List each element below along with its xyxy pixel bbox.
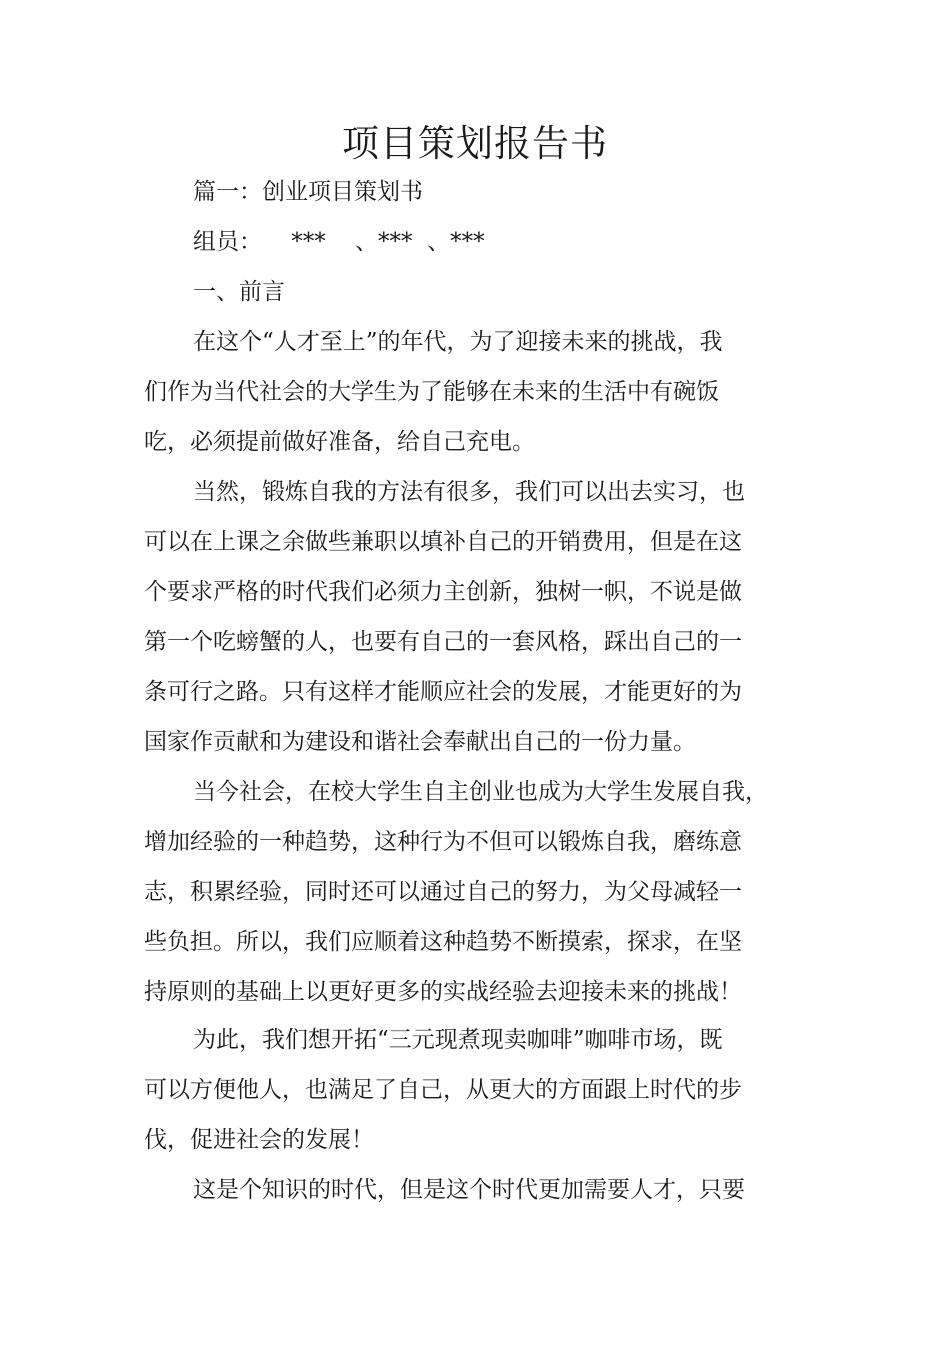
paragraph-line: 个要求严格的时代我们必须力主创新，独树一帜，不说是做 xyxy=(144,579,742,605)
paragraph-line: 在这个“人才至上”的年代，为了迎接未来的挑战，我 xyxy=(193,329,723,355)
paragraph-line: 持原则的基础上以更好更多的实战经验去迎接未来的挑战！ xyxy=(144,979,742,1005)
paragraph-line: 吃，必须提前做好准备，给自己充电。 xyxy=(144,429,535,455)
document-title: 项目策划报告书 xyxy=(342,122,608,165)
paragraph-line: 些负担。所以，我们应顺着这种趋势不断摸索，探求，在坚 xyxy=(144,929,742,955)
paragraph-line: 当然，锻炼自我的方法有很多，我们可以出去实习，也 xyxy=(193,479,745,505)
paragraph-line: 国家作贡献和为建设和谐社会奉献出自己的一份力量。 xyxy=(144,729,696,755)
paragraph-line: 为此，我们想开拓“三元现煮现卖咖啡”咖啡市场，既 xyxy=(193,1027,723,1053)
paragraph-line: 当今社会，在校大学生自主创业也成为大学生发展自我， xyxy=(193,779,768,805)
subtitle: 篇一：创业项目策划书 xyxy=(193,179,423,205)
paragraph-line: 们作为当代社会的大学生为了能够在未来的生活中有碗饭 xyxy=(144,379,719,405)
paragraph-line: 可以方便他人，也满足了自己，从更大的方面跟上时代的步 xyxy=(144,1077,742,1103)
paragraph-line: 这是个知识的时代，但是这个时代更加需要人才，只要 xyxy=(193,1177,745,1203)
paragraph-line: 第一个吃螃蟹的人，也要有自己的一套风格，踩出自己的一 xyxy=(144,629,742,655)
paragraph-line: 伐，促进社会的发展！ xyxy=(144,1127,374,1153)
paragraph-line: 可以在上课之余做些兼职以填补自己的开销费用，但是在这 xyxy=(144,529,742,555)
section-heading: 一、前言 xyxy=(193,279,285,305)
paragraph-line: 增加经验的一种趋势，这种行为不但可以锻炼自我，磨练意 xyxy=(144,829,742,855)
members-line: 组员： *** 、*** 、*** xyxy=(193,229,485,255)
paragraph-line: 志，积累经验，同时还可以通过自己的努力，为父母减轻一 xyxy=(144,879,742,905)
paragraph-line: 条可行之路。只有这样才能顺应社会的发展，才能更好的为 xyxy=(144,679,742,705)
